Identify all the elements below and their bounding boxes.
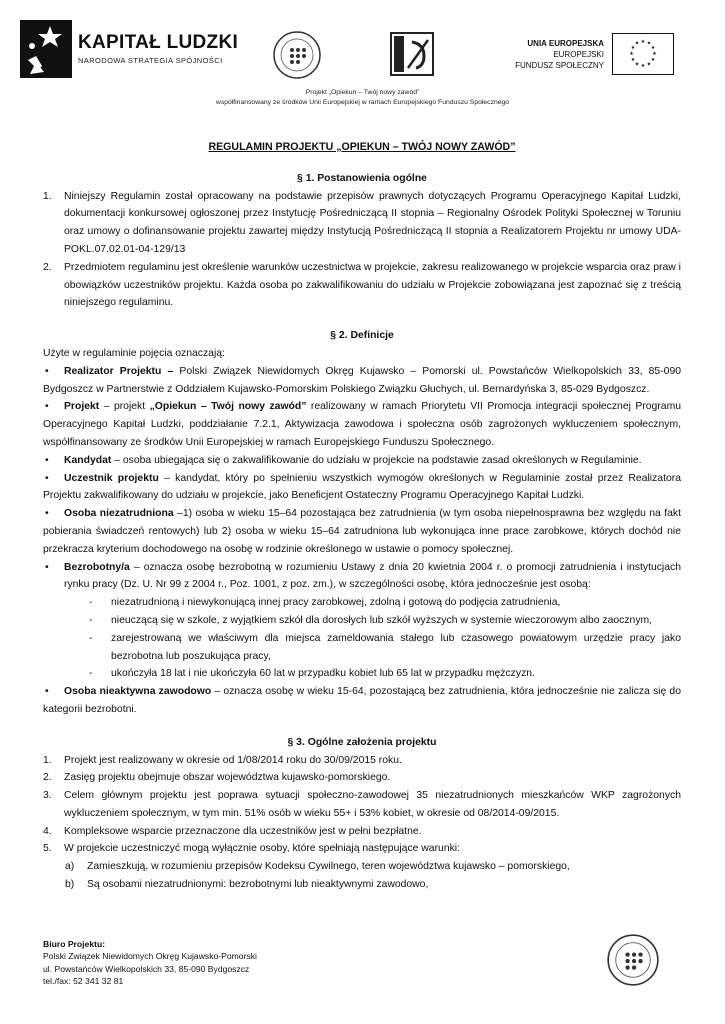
svg-text:★: ★ — [650, 45, 656, 51]
section-3-item: 5. W projekcie uczestniczyć mogą wyłącznie osoby, które spełniają następujące warunki: — [43, 843, 460, 855]
footer-phone: tel./fax: 52 341 32 81 — [43, 976, 124, 987]
eu-line-3: FUNDUSZ SPOŁECZNY — [515, 61, 604, 70]
section-3-item: 4. Kompleksowe wsparcie przeznaczone dla uczestników jest w pełni bezpłatne. — [43, 825, 422, 837]
project-office-footer — [43, 938, 257, 988]
document-title: REGULAMIN PROJEKTU „OPIEKUN – TWÓJ NOWY ZAWÓD” — [208, 141, 516, 153]
svg-text:★: ★ — [640, 63, 646, 69]
pzn-seal-icon — [272, 30, 322, 80]
section-3-item: 2. Zasięg projektu obejmuje obszar województwa kujawsko-pomorskiego. — [43, 772, 391, 784]
definition-bezrobotny: • Bezrobotny/a – oznacza osobę bezrobotną w rozumieniu Ustawy z dnia 20 kwietnia 2004 r. o promocji zatrudnienia i instytucjach rynku pracy (Dz. U. Nr 99 z 2004 r., Poz. 1001, z poz. zm.), w szczególności osobę, która jednocześnie jest osobą: — [45, 561, 681, 591]
svg-text:★: ★ — [646, 40, 652, 47]
bezrobotny-condition: - ukończyła 18 lat i nie ukończyła 60 lat w przypadku kobiet lub 65 lat w przypadku mężczyzn. — [89, 668, 535, 680]
svg-text:★: ★ — [629, 51, 634, 57]
svg-text:★: ★ — [646, 61, 652, 68]
section-3-heading: § 3. Ogólne założenia projektu — [287, 736, 437, 748]
definition-osoba-niezatrudniona: • Osoba niezatrudniona –1) osoba w wieku 15–64 pozostająca bez zatrudnienia (w tym osoba niepełnosprawna bez względu na fakt pobierania świadczeń rentowych) lub 2) osoba w wieku 15–64 zatrudniona lub wykonująca inne prace zarobkowe, których dochód nie przekracza kryterium dochodowego na osobę w rodzinie określonego w ustawie o pomocy społecznej. — [43, 508, 681, 555]
project-name-line: Projekt „Opiekun – Twój nowy zawód” — [305, 89, 420, 96]
bezrobotny-condition: - niezatrudnioną i niewykonującą innej pracy zarobkowej, zdolną i gotową do podjęcia zatrudnienia, — [89, 597, 561, 609]
svg-text:★: ★ — [634, 61, 640, 68]
svg-text:★: ★ — [650, 57, 656, 63]
logo-title: KAPITAŁ LUDZKI — [78, 32, 239, 53]
svg-text:★: ★ — [630, 57, 636, 63]
section-3-item: 3. Celem głównym projektu jest poprawa sytuacji społeczno-zawodowej 35 niezatrudnionych mieszkańców WKP zagrożonych wykluczeniem społecznym, w tym min. 51% osób w wieku 55+ i 53% kobiet, w okresie od 08/2014-09/2015. — [43, 790, 681, 819]
svg-text:★: ★ — [640, 39, 646, 45]
bezrobotny-condition: - zarejestrowaną we właściwym dla miejsca zameldowania stałego lub czasowego powiatowym urzędzie pracy jako bezrobotna lub poszukująca pracy, — [89, 632, 681, 662]
kapital-ludzki-mark-icon — [20, 20, 72, 78]
eu-flag-icon — [612, 33, 674, 75]
section-3-item: 1. Projekt jest realizowany w okresie od 1/08/2014 roku do 30/09/2015 roku. — [43, 754, 402, 766]
section-1-heading: § 1. Postanowienia ogólne — [297, 172, 427, 184]
section-3-subitem: a) Zamieszkują, w rozumieniu przepisów Kodeksu Cywilnego, teren województwa kujawsko – pomorskiego, — [65, 861, 570, 873]
definition-kandydat: • Kandydat – osoba ubiegająca się o zakwalifikowanie do udziału w projekcie na podstawie zasad określonych w Regulaminie. — [45, 454, 642, 466]
section-3-subitem: b) Są osobami niezatrudnionymi: bezrobotnymi lub nieaktywnymi zawodowo, — [65, 879, 429, 891]
pzn-footer-seal-icon — [606, 933, 660, 987]
definition-uczestnik: • Uczestnik projektu – kandydat, który po spełnieniu wszystkich wymogów określonych w Regulaminie został przez Realizatora Projektu zakwalifikowany do udziału w projekcie, jako Beneficjent Ostateczny Programu Operacyjnego Kapitał Ludzki. — [43, 472, 681, 502]
cofinancing-line: współfinansowany ze środków Unii Europejskiej w ramach Europejskiego Funduszu Społecznego — [215, 99, 510, 106]
definitions-intro: Użyte w regulaminie pojęcia oznaczają: — [43, 347, 225, 359]
bezrobotny-condition: - nieuczącą się w szkole, z wyjątkiem szkół dla dorosłych lub szkół wyższych w systemie wieczorowym albo zaocznym, — [89, 614, 653, 626]
svg-text:★: ★ — [652, 51, 657, 57]
kapital-ludzki-logo — [20, 20, 250, 78]
eu-fund-text — [512, 38, 604, 71]
footer-address-2: ul. Powstańców Wielkopolskich 33, 85-090 Bydgoszcz — [43, 963, 250, 974]
eu-line-2: EUROPEJSKI — [553, 50, 604, 59]
section-2-heading: § 2. Definicje — [330, 330, 394, 342]
definition-projekt: • Projekt – projekt „Opiekun – Twój nowy zawód” realizowany w ramach Priorytetu VII Promocja integracji społecznej Programu Operacyjnego Kapitał Ludzki, poddziałanie 7.2.1, Aktywizacja zawodowa i społeczna osób zagrożonych wykluczeniem społecznym, współfinansowany ze środków Unii Europejskiej w ramach Europejskiego Funduszu Społecznego. — [43, 401, 681, 448]
definition-realizator: • Realizator Projektu – Polski Związek Niewidomych Okręg Kujawsko – Pomorski ul. Powstańców Wielkopolskich 33, 85-090 Bydgoszcz w Partnerstwie z Oddziałem Kujawsko-Pomorskim Polskiego Związku Głuchych, ul. Bernardyńska 3, 85-029 Bydgoszcz. — [43, 365, 681, 395]
regulation-body — [43, 139, 681, 894]
footer-address-1: Polski Związek Niewidomych Okręg Kujawsko-Pomorski — [43, 951, 257, 962]
definition-osoba-nieaktywna: • Osoba nieaktywna zawodowo – oznacza osobę w wieku 15-64, pozostającą bez zatrudnienia, która jednocześnie nie zalicza się do kategorii bezrobotni. — [43, 686, 681, 715]
svg-text:★: ★ — [634, 40, 640, 47]
section-1-item: 2. Przedmiotem regulaminu jest określenie warunków uczestnictwa w projekcie, zakresu realizowanego w projekcie wsparcia oraz praw i obowiązków uczestników projektu. Każda osoba po zakwalifikowaniu do udziału w Projekcie zobowiązana jest zapoznać się z treścią niniejszego regulaminu. — [43, 261, 681, 309]
eu-line-1: UNIA EUROPEJSKA — [527, 39, 604, 48]
pzg-logo-icon — [390, 32, 434, 76]
footer-title: Biuro Projektu: — [43, 939, 106, 949]
logo-subtitle: NARODOWA STRATEGIA SPÓJNOŚCI — [78, 56, 223, 65]
section-1-item: 1. Niniejszy Regulamin został opracowany na podstawie przepisów prawnych dotyczących Programu Operacyjnego Kapitał Ludzki, dokumentacji konkursowej ogłoszonej przez Instytucję Pośredniczącą II stopnia – Regionalny Ośrodek Polityki Społecznej w Toruniu oraz umowy o dofinansowanie projektu zawartej między Instytucją Pośredniczącą II stopnia a Realizatorem Projektu nr umowy UDA-POKL.07.02.01-04-129/13 — [43, 190, 681, 255]
svg-text:★: ★ — [630, 45, 636, 51]
